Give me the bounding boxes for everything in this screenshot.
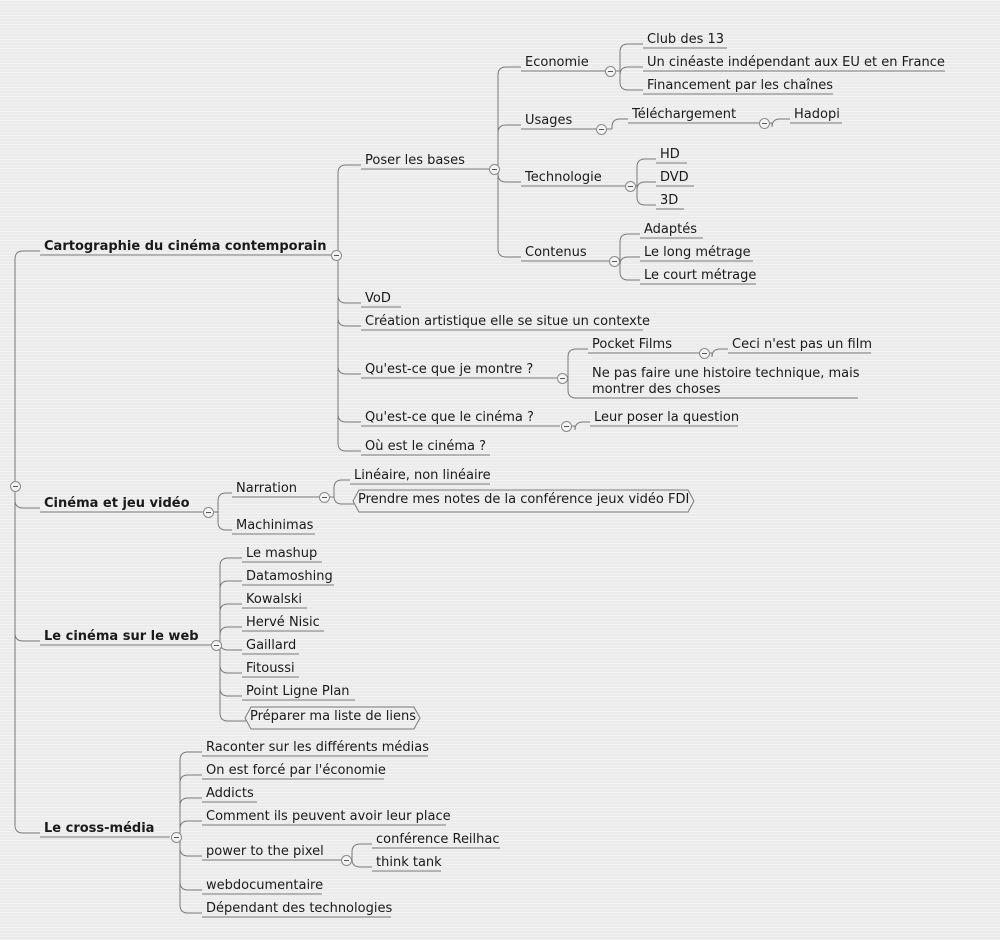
collapse-toggle-icon[interactable] — [331, 250, 342, 261]
connector-economie-branch — [620, 71, 643, 90]
node-conf-rence-reilhac[interactable]: conférence Reilhac — [376, 832, 500, 847]
node-le-mashup[interactable]: Le mashup — [246, 546, 318, 561]
connector-le-cin-ma-sur-le-web-branch — [220, 645, 246, 721]
collapse-toggle-icon[interactable] — [609, 256, 620, 267]
connector-qu-est-ce-que-je-montre-branch — [568, 378, 588, 398]
node-comment-ils-peuvent-avoir-leur-place[interactable]: Comment ils peuvent avoir leur place — [206, 809, 451, 824]
node-prendre-mes-notes-de-la-conf-rence-jeux-vid-o-fdi[interactable]: Prendre mes notes de la conférence jeux vidéo FDI — [358, 492, 690, 507]
node-datamoshing[interactable]: Datamoshing — [246, 569, 333, 584]
node-le-cin-ma-sur-le-web[interactable]: Le cinéma sur le web — [44, 629, 199, 644]
connector-le-cin-ma-sur-le-web-branch — [220, 558, 242, 645]
connector-le-cin-ma-sur-le-web-branch — [220, 627, 242, 645]
collapse-toggle-icon[interactable] — [211, 640, 222, 651]
node-lin-aire-non-lin-aire[interactable]: Linéaire, non linéaire — [354, 468, 491, 483]
connector-poser-les-bases-branch — [498, 125, 521, 169]
connector-root-branch — [15, 486, 40, 641]
connector-poser-les-bases-branch — [498, 169, 521, 182]
connector-cartographie-du-cin-ma-contemporain-branch — [338, 255, 361, 374]
connector-contenus-branch — [620, 261, 640, 280]
node-pr-parer-ma-liste-de-liens[interactable]: Préparer ma liste de liens — [250, 709, 417, 724]
connector-usages-branch — [612, 119, 628, 129]
connector-cartographie-du-cin-ma-contemporain-branch — [338, 255, 361, 422]
connector-cartographie-du-cin-ma-contemporain-branch — [338, 255, 361, 326]
connector-contenus-branch — [620, 257, 640, 265]
connector-le-cin-ma-sur-le-web-branch — [220, 581, 242, 645]
connector-technologie-branch — [637, 182, 656, 190]
node-usages[interactable]: Usages — [525, 113, 573, 128]
node-un-cin-aste-ind-pendant-aux-eu-et-en-france[interactable]: Un cinéaste indépendant aux EU et en France — [647, 55, 945, 70]
connector-root-branch — [15, 486, 40, 833]
node-vod[interactable]: VoD — [365, 291, 391, 306]
node-leur-poser-la-question[interactable]: Leur poser la question — [594, 410, 740, 425]
connector-le-cross-m-dia-branch — [180, 837, 202, 856]
connector-le-cin-ma-sur-le-web-branch — [220, 645, 242, 696]
node-raconter-sur-les-diff-rents-m-dias[interactable]: Raconter sur les différents médias — [206, 740, 430, 755]
node-poser-les-bases[interactable]: Poser les bases — [365, 153, 465, 168]
node-d-pendant-des-technologies[interactable]: Dépendant des technologies — [206, 901, 393, 916]
connector-power-to-the-pixel-branch — [352, 859, 372, 867]
collapse-toggle-icon[interactable] — [319, 492, 330, 503]
node-technologie[interactable]: Technologie — [525, 170, 602, 185]
node-le-cross-m-dia[interactable]: Le cross-média — [44, 821, 155, 836]
node-adapt-s[interactable]: Adaptés — [644, 222, 698, 237]
node-webdocumentaire[interactable]: webdocumentaire — [206, 878, 324, 893]
node-hd[interactable]: HD — [660, 147, 680, 162]
connector-le-cross-m-dia-branch — [180, 821, 202, 837]
connector-technologie-branch — [637, 186, 656, 205]
connector-pocket-films-branch — [712, 349, 728, 357]
node-hadopi[interactable]: Hadopi — [794, 107, 840, 122]
collapse-toggle-icon[interactable] — [699, 348, 710, 359]
node-machinimas[interactable]: Machinimas — [236, 518, 314, 533]
collapse-toggle-icon[interactable] — [171, 832, 182, 843]
collapse-toggle-icon[interactable] — [596, 124, 607, 135]
connector-le-cross-m-dia-branch — [180, 775, 202, 837]
node-herv-nisic[interactable]: Hervé Nisic — [246, 615, 320, 630]
connector-le-cross-m-dia-branch — [180, 837, 202, 890]
node-fitoussi[interactable]: Fitoussi — [246, 661, 295, 676]
connector-cartographie-du-cin-ma-contemporain-branch — [338, 255, 361, 303]
node-ne-pas-faire-une-histoire-technique-mais-montrer-des-choses[interactable]: Ne pas faire une histoire technique, mais montrer des choses — [592, 366, 860, 397]
node-point-ligne-plan[interactable]: Point Ligne Plan — [246, 684, 350, 699]
connector-economie-branch — [620, 67, 643, 75]
connector-le-cross-m-dia-branch — [180, 752, 202, 837]
connector-t-l-chargement-branch — [772, 119, 790, 127]
node-o-est-le-cin-ma[interactable]: Où est le cinéma ? — [365, 439, 487, 454]
connector-root-branch — [15, 251, 40, 486]
connector-cin-ma-et-jeu-vid-o-branch — [218, 512, 232, 530]
node-cartographie-du-cin-ma-contemporain[interactable]: Cartographie du cinéma contemporain — [44, 239, 327, 254]
collapse-toggle-icon[interactable] — [489, 164, 500, 175]
node-ceci-n-est-pas-un-film[interactable]: Ceci n'est pas un film — [732, 337, 872, 352]
connector-le-cin-ma-sur-le-web-branch — [220, 642, 242, 650]
collapse-toggle-icon[interactable] — [203, 507, 214, 518]
node-le-long-m-trage[interactable]: Le long métrage — [644, 245, 751, 260]
connector-poser-les-bases-branch — [498, 67, 521, 169]
connector-cin-ma-et-jeu-vid-o-branch — [218, 493, 232, 512]
connector-narration-branch — [334, 496, 354, 504]
connector-qu-est-ce-que-je-montre-branch — [568, 349, 588, 378]
connector-le-cin-ma-sur-le-web-branch — [220, 604, 242, 645]
node-gaillard[interactable]: Gaillard — [246, 638, 297, 653]
collapse-toggle-icon[interactable] — [557, 373, 568, 384]
node-t-l-chargement[interactable]: Téléchargement — [632, 107, 737, 122]
node-think-tank[interactable]: think tank — [376, 855, 442, 870]
node-on-est-forc-par-l-conomie[interactable]: On est forcé par l'économie — [206, 763, 386, 778]
connector-qu-est-ce-que-le-cin-ma-branch — [575, 422, 590, 430]
node-club-des-13[interactable]: Club des 13 — [647, 32, 725, 47]
node-le-court-m-trage[interactable]: Le court métrage — [644, 268, 757, 283]
node-pocket-films[interactable]: Pocket Films — [592, 337, 672, 352]
node-cr-ation-artistique-elle-se-situe-un-contexte[interactable]: Création artistique elle se situe un contexte — [365, 314, 650, 329]
node-qu-est-ce-que-je-montre[interactable]: Qu'est-ce que je montre ? — [365, 362, 534, 377]
node-power-to-the-pixel[interactable]: power to the pixel — [206, 844, 324, 859]
node-narration[interactable]: Narration — [236, 481, 298, 496]
node-3d[interactable]: 3D — [660, 193, 679, 208]
node-qu-est-ce-que-le-cin-ma[interactable]: Qu'est-ce que le cinéma ? — [365, 410, 534, 425]
connector-power-to-the-pixel-branch — [352, 844, 372, 860]
connector-le-cross-m-dia-branch — [180, 837, 202, 913]
node-dvd[interactable]: DVD — [660, 170, 689, 185]
node-addicts[interactable]: Addicts — [206, 786, 254, 801]
collapse-toggle-icon[interactable] — [625, 181, 636, 192]
connector-narration-branch — [334, 480, 350, 497]
node-kowalski[interactable]: Kowalski — [246, 592, 302, 607]
collapse-toggle-icon[interactable] — [605, 66, 616, 77]
node-cin-ma-et-jeu-vid-o[interactable]: Cinéma et jeu vidéo — [44, 496, 190, 511]
node-contenus[interactable]: Contenus — [525, 245, 587, 260]
collapse-toggle-icon[interactable] — [561, 421, 572, 432]
node-economie[interactable]: Economie — [525, 55, 589, 70]
collapse-toggle-icon[interactable] — [341, 855, 352, 866]
node-financement-par-les-cha-nes[interactable]: Financement par les chaînes — [647, 78, 834, 93]
collapse-toggle-icon[interactable] — [759, 118, 770, 129]
collapse-toggle-icon[interactable] — [10, 481, 21, 492]
connector-le-cross-m-dia-branch — [180, 798, 202, 837]
connector-cartographie-du-cin-ma-contemporain-branch — [338, 165, 361, 255]
